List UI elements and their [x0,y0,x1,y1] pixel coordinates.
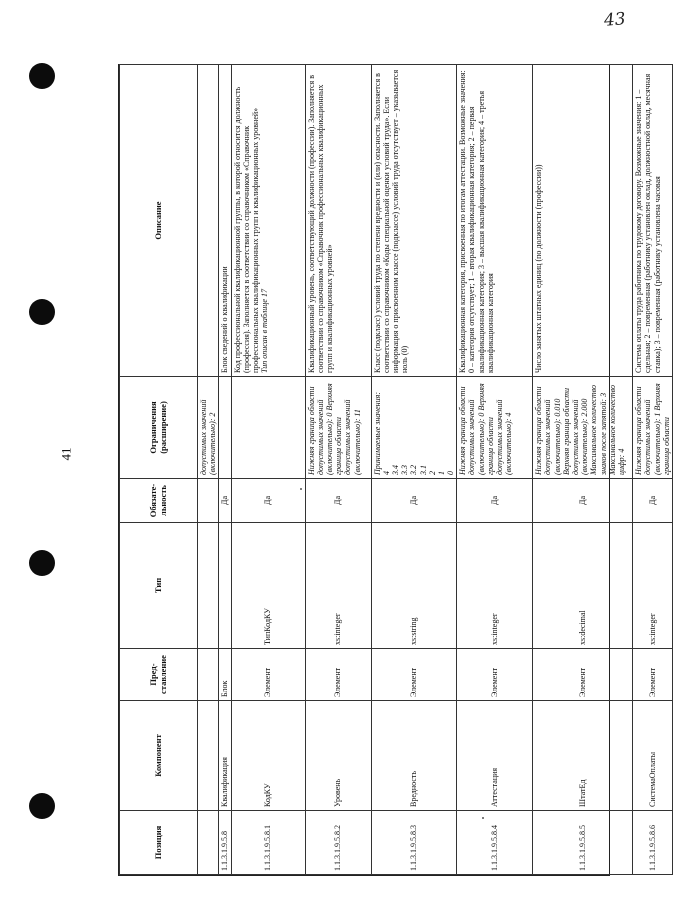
cell-representation: Элемент [371,649,457,701]
cell-description [198,65,219,377]
cell-component [198,701,219,811]
cell-restrictions: Нижняя граница области допустимых значений (включительно): 0 Верхняя граница области допустимых значений (включительно): 11 [305,377,371,479]
cell-component: Квалификация [219,701,231,811]
restrictions-value: 0 [446,471,456,475]
cell-position: 1.1.3.1.9.5.8.5 [533,811,633,875]
schema-table [119,64,673,875]
cell-type: xs:integer [305,523,371,649]
header-component: Компонент [120,701,198,811]
cell-mandatory: Да [457,479,533,523]
cell-mandatory: Да [633,479,673,523]
cell-component: Аттестация [457,701,533,811]
cell-type: xs:integer [633,523,673,649]
cell-position [198,811,219,875]
header-restrictions: Ограничения (расширение) [120,377,198,479]
cell-position: 1.1.3.1.9.5.8.6 [633,811,673,875]
restrictions-intro: Принимаемые значения: [372,392,382,475]
table-row [198,65,219,875]
restrictions-value: 3.3 [400,465,410,475]
cell-mandatory: Да [231,479,305,523]
description-note: Тип описан в таблице 17 [260,289,270,373]
cell-mandatory: Да [533,479,633,523]
cell-restrictions [219,377,231,479]
cell-representation: Элемент [533,649,633,701]
description-text: Код профессиональной квалификационной группы, в которой относится должность (профессия). Заполняется в соответствии со справочником «Справочник профессиональных квалификационных групп и квалификационных уровней» [232,86,260,373]
table-row [533,65,633,875]
table-row [371,65,457,875]
cell-mandatory: Да [371,479,457,523]
table-row [457,65,533,875]
handwritten-sheet-number: 43 [603,9,627,31]
cell-representation: Блок [219,649,231,701]
punch-hole-4 [29,793,55,819]
punch-hole-3 [29,550,55,576]
restrictions-value: 3.1 [418,465,428,475]
cell-mandatory: Да [219,479,231,523]
cell-mandatory [198,479,219,523]
cell-position: 1.1.3.1.9.5.8.3 [371,811,457,875]
cell-description [231,65,305,377]
cell-position: 1.1.3.1.9.5.8.4 [457,811,533,875]
cell-restrictions [371,377,457,479]
header-row [120,65,198,875]
cell-position: 1.1.3.1.9.5.8.2 [305,811,371,875]
cell-representation: Элемент [305,649,371,701]
cell-mandatory: Да [305,479,371,523]
cell-position: 1.1.3.1.9.5.8 [219,811,231,875]
cell-description: Класс (подкласс) условий труда по степени вредности и (или) опасности. Заполняется в соответствии со справочником «Коды специальной оценки условий труда». Если информация о присвоенном классе (подклассе) условий труда отсутствует – указывается ноль (0) [371,65,457,377]
restrictions-value: 4 [381,471,391,475]
header-representation: Пред-ставление [120,649,198,701]
cell-type: xs:string [371,523,457,649]
cell-type [198,523,219,649]
rotated-table-container [119,65,671,875]
restrictions-value: 1 [436,471,446,475]
printed-page-number: 41 [58,447,74,461]
header-position: Позиция [120,811,198,875]
punch-hole-2 [29,299,55,325]
cell-representation [198,649,219,701]
cell-restrictions [231,377,305,479]
cell-restrictions: допустимых значений (включительно): 2 [198,377,219,479]
cell-description: Блок сведений о квалификации [219,65,231,377]
table-row [633,65,673,875]
cell-position: 1.1.3.1.9.5.8.1 [231,811,305,875]
table-row [231,65,305,875]
header-mandatory: Обязате-льность [120,479,198,523]
cell-representation: Элемент [231,649,305,701]
cell-type: xs:integer [457,523,533,649]
cell-representation: Элемент [457,649,533,701]
table-row [219,65,231,875]
cell-component: ШтатЕд [533,701,633,811]
header-description: Описание [120,65,198,377]
table-row [305,65,371,875]
cell-type: xs:decimal [533,523,633,649]
cell-description: Число занятых штатных единиц (по должности (профессии)) [533,65,633,377]
restrictions-value: 3.2 [409,465,419,475]
cell-component: Уровень [305,701,371,811]
cell-type: ТипКодКУ [231,523,305,649]
cell-description: Система оплаты труда работника по трудовому договору. Возможные значения: 1 – сдельная; 2 – повременная (работнику установлен оклад, должностной оклад, месячная ставка); 3 – повременная (работнику установлена часовая [633,65,673,377]
restrictions-value: 2 [427,471,437,475]
cell-description: Квалификационный уровень, соответствующий должности (профессии). Заполняется в соответствии со справочником «Справочник профессиональных квалификационных групп и квалификационных уровней» [305,65,371,377]
header-type: Тип [120,523,198,649]
punch-hole-1 [29,63,55,89]
cell-component: СистемаОплаты [633,701,673,811]
cell-restrictions: Нижняя граница области допустимых значений (включительно): 0.010 Верхняя граница области допустимых значений (включительно): 2.000 Максимальное количество знаков после запятой: 3 Максимальное количество цифр: 4 [533,377,633,479]
cell-representation: Элемент [633,649,673,701]
cell-component: Вредность [371,701,457,811]
restrictions-value: 3.4 [390,465,400,475]
cell-description: Квалификационная категория, присвоенная по итогам аттестации. Возможные значения: 0 – категория отсутствует; 1 – вторая квалификационная категория; 2 – первая квалификационная категория; 3 – высшая квалификационная категория; 4 – третья квалификационная категория [457,65,533,377]
cell-restrictions: Нижняя граница области допустимых значений (включительно): 1 Верхняя граница области [633,377,673,479]
rotated-table-frame [118,64,671,876]
cell-restrictions: Нижняя граница области допустимых значений (включительно): 0 Верхняя граница области допустимых значений (включительно): 4 [457,377,533,479]
cell-type [219,523,231,649]
cell-component: КодКУ [231,701,305,811]
